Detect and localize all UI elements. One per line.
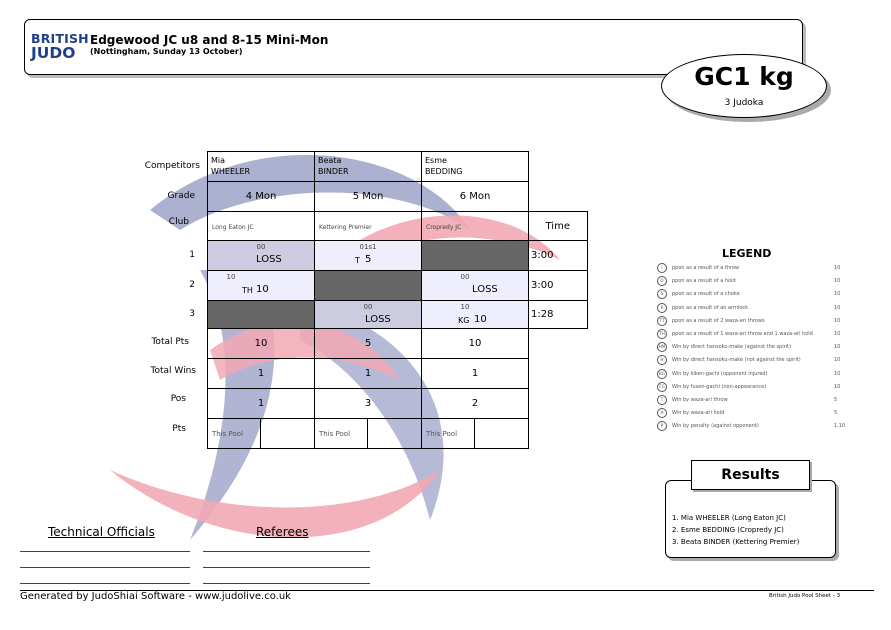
match-1-c3-blocked <box>422 241 529 271</box>
match-2-time: 3:00 <box>529 271 588 301</box>
legend-row <box>652 421 852 434</box>
legend-points: 10 <box>834 331 841 337</box>
match-2-c1-pts: 10 <box>256 284 269 295</box>
competitor-1-cell <box>208 152 315 182</box>
legend-row <box>652 263 852 276</box>
legend-code-icon: P <box>657 421 667 431</box>
legend-text: Win by direct hansoku-make (against the spirit) <box>672 344 791 351</box>
logo-line2: JUDO <box>31 44 76 62</box>
legend-row <box>652 382 852 395</box>
pool-label-2: This Pool <box>319 430 351 438</box>
event-subtitle: (Nottingham, Sunday 13 October) <box>90 47 243 56</box>
pool-pts-2 <box>315 419 422 449</box>
legend-code-icon: K <box>657 303 667 313</box>
label-grade: Grade <box>167 191 195 201</box>
empty-4 <box>529 329 588 359</box>
legend-code-icon: TH <box>657 329 667 339</box>
match-1-c2-result: T <box>355 256 360 265</box>
empty-6 <box>529 389 588 419</box>
competitor-2-cell <box>315 152 422 182</box>
pool-pts-3 <box>422 419 529 449</box>
label-pos: Pos <box>170 394 186 404</box>
total-wins-2: 1 <box>315 359 422 389</box>
total-pts-3: 10 <box>422 329 529 359</box>
legend-code-icon: KG <box>657 369 667 379</box>
pool-divider-2 <box>367 419 368 448</box>
legend-row <box>652 342 852 355</box>
label-club: Club <box>168 217 189 227</box>
label-round-3: 3 <box>189 309 195 319</box>
legend-title: LEGEND <box>722 247 772 260</box>
grade-1: 4 Mon <box>208 182 315 212</box>
competitor-1-first: Mia <box>211 156 226 165</box>
pool-label-3: This Pool <box>426 430 458 438</box>
official-line-2 <box>20 567 190 568</box>
label-competitors: Competitors <box>144 161 200 171</box>
legend-text: Win by waza-ari hold <box>672 410 725 417</box>
pool-label-1: This Pool <box>212 430 244 438</box>
legend-points: 10 <box>834 265 841 271</box>
referee-line-1 <box>203 551 370 552</box>
legend-text: Win by fusen-gachi (non-appearance) <box>672 383 767 390</box>
competitor-2-last: BINDER <box>318 167 349 176</box>
legend-text: ppon as a result of 1 waza-ari throw and 1 waza-ari hold <box>672 331 813 337</box>
legend-row <box>652 369 852 382</box>
pool-divider-1 <box>260 419 261 448</box>
empty-5 <box>529 359 588 389</box>
empty-corner-2 <box>529 182 588 212</box>
footer-sheet-name: British Judo Pool Sheet - 3 <box>769 593 841 599</box>
grade-2: 5 Mon <box>315 182 422 212</box>
legend-code-icon: S <box>657 289 667 299</box>
legend-text: ppon as a result of a hold <box>672 278 736 285</box>
competitor-3-last: BEDDING <box>425 167 463 176</box>
legend-row <box>652 303 852 316</box>
legend-code-icon: HM <box>657 342 667 352</box>
result-line-2: 2. Esme BEDDING (Cropredy JC) <box>672 526 784 534</box>
match-3-c3-score: 10 <box>460 303 470 311</box>
legend-code-icon: I <box>657 263 667 273</box>
match-2-c2-blocked <box>315 271 422 301</box>
competitor-1-last: WHEELER <box>211 167 251 176</box>
label-total-wins: Total Wins <box>150 366 196 376</box>
legend-points: 10 <box>834 317 841 324</box>
pool-divider-3 <box>474 419 475 448</box>
match-1-c2-score: 01s1 <box>359 243 377 251</box>
legend-points: 5 <box>834 410 838 417</box>
legend-code-icon: FG <box>657 382 667 392</box>
pool-table <box>207 151 588 449</box>
empty-7 <box>529 419 588 449</box>
match-3-c3-result: KG <box>458 316 470 325</box>
legend-points: 10 <box>834 344 841 351</box>
pos-1: 1 <box>208 389 315 419</box>
match-1-c2-pts: 5 <box>365 254 372 265</box>
legend-points: 5 <box>834 397 838 403</box>
total-wins-1: 1 <box>208 359 315 389</box>
legend-text: ppon as a result of an armlock <box>672 304 749 311</box>
official-line-1 <box>20 551 190 552</box>
time-header: Time <box>529 212 588 241</box>
category-name: GC1 kg <box>694 62 794 91</box>
club-2-cell <box>315 212 422 241</box>
match-2-c1-result: TH <box>242 286 253 295</box>
legend-row <box>652 395 852 408</box>
match-3-c2 <box>315 301 422 329</box>
match-1-c1-result: LOSS <box>256 254 282 265</box>
match-3-c3-pts: 10 <box>474 314 487 325</box>
legend-code-icon: O <box>657 276 667 286</box>
technical-officials-label: Technical Officials <box>48 525 155 539</box>
legend-code-icon: H <box>657 408 667 418</box>
legend-code-icon: TT <box>657 316 667 326</box>
legend-row <box>652 329 852 342</box>
legend-text: Win by penalty (against opponent) <box>672 423 759 430</box>
logo-line1: BRITISH <box>31 31 89 46</box>
legend-points: 10 <box>834 370 841 377</box>
match-2-c3-score: 00 <box>460 273 470 281</box>
match-1-time: 3:00 <box>529 241 588 271</box>
legend-points: 10 <box>834 383 841 390</box>
legend-text: ppon as a result of a choke <box>672 291 740 298</box>
legend-points: 1,10 <box>834 423 846 430</box>
footer-generated-by: Generated by JudoShiai Software - www.judolive.co.uk <box>20 591 291 602</box>
pool-pts-1 <box>208 419 315 449</box>
result-line-1: 1. Mia WHEELER (Long Eaton JC) <box>672 514 786 522</box>
match-3-c1-blocked <box>208 301 315 329</box>
competitor-3-first: Esme <box>425 156 447 165</box>
total-wins-3: 1 <box>422 359 529 389</box>
referees-label: Referees <box>256 525 309 539</box>
result-line-3: 3. Beata BINDER (Kettering Premier) <box>672 538 800 546</box>
match-2-c3-result: LOSS <box>472 284 498 295</box>
legend-row <box>652 316 852 329</box>
british-judo-logo <box>31 31 89 72</box>
competitor-3-cell <box>422 152 529 182</box>
club-2: Kettering Premier <box>319 224 372 231</box>
total-pts-1: 10 <box>208 329 315 359</box>
club-1: Long Eaton JC <box>212 224 254 231</box>
match-1-c1 <box>208 241 315 271</box>
club-1-cell <box>208 212 315 241</box>
match-2-c1 <box>208 271 315 301</box>
legend-text: Win by direct hansoku-make (not against the spirit) <box>672 357 801 364</box>
official-line-3 <box>20 583 190 584</box>
label-total-pts: Total Pts <box>151 337 189 347</box>
club-3-cell <box>422 212 529 241</box>
total-pts-2: 5 <box>315 329 422 359</box>
label-pts: Pts <box>172 424 186 434</box>
legend-text: ppon as a result of 2 waza-ari throws <box>672 317 765 324</box>
legend-text: Win by kiken-gachi (opponent injured) <box>672 370 768 377</box>
legend-text: Win by waza-ari throw <box>672 397 728 403</box>
label-round-1: 1 <box>189 250 195 260</box>
match-2-c3 <box>422 271 529 301</box>
match-3-c2-result: LOSS <box>365 314 391 325</box>
referee-line-3 <box>203 583 370 584</box>
match-2-c1-score: 10 <box>226 273 236 281</box>
legend-code-icon: T <box>657 395 667 405</box>
competitor-2-first: Beata <box>318 156 342 165</box>
legend-points: 10 <box>834 291 841 298</box>
legend-points: 10 <box>834 357 841 364</box>
match-1-c1-score: 00 <box>256 243 266 251</box>
legend-row <box>652 276 852 289</box>
legend-row <box>652 355 852 368</box>
results-title: Results <box>691 460 810 490</box>
referee-line-2 <box>203 567 370 568</box>
grade-3: 6 Mon <box>422 182 529 212</box>
match-3-time: 1:28 <box>529 301 588 329</box>
empty-corner <box>529 152 588 182</box>
legend-text: ppon as a result of a throw <box>672 265 740 271</box>
pos-3: 2 <box>422 389 529 419</box>
match-3-c2-score: 00 <box>363 303 373 311</box>
category-count: 3 Judoka <box>724 98 764 108</box>
legend-row <box>652 408 852 421</box>
legend-code-icon: H <box>657 355 667 365</box>
legend-points: 10 <box>834 304 841 311</box>
legend-points: 10 <box>834 278 841 285</box>
club-3: Cropredy JC <box>426 224 462 231</box>
event-title: Edgewood JC u8 and 8-15 Mini-Mon <box>90 33 329 47</box>
pos-2: 3 <box>315 389 422 419</box>
match-1-c2 <box>315 241 422 271</box>
label-round-2: 2 <box>189 280 195 290</box>
legend-row <box>652 289 852 302</box>
match-3-c3 <box>422 301 529 329</box>
